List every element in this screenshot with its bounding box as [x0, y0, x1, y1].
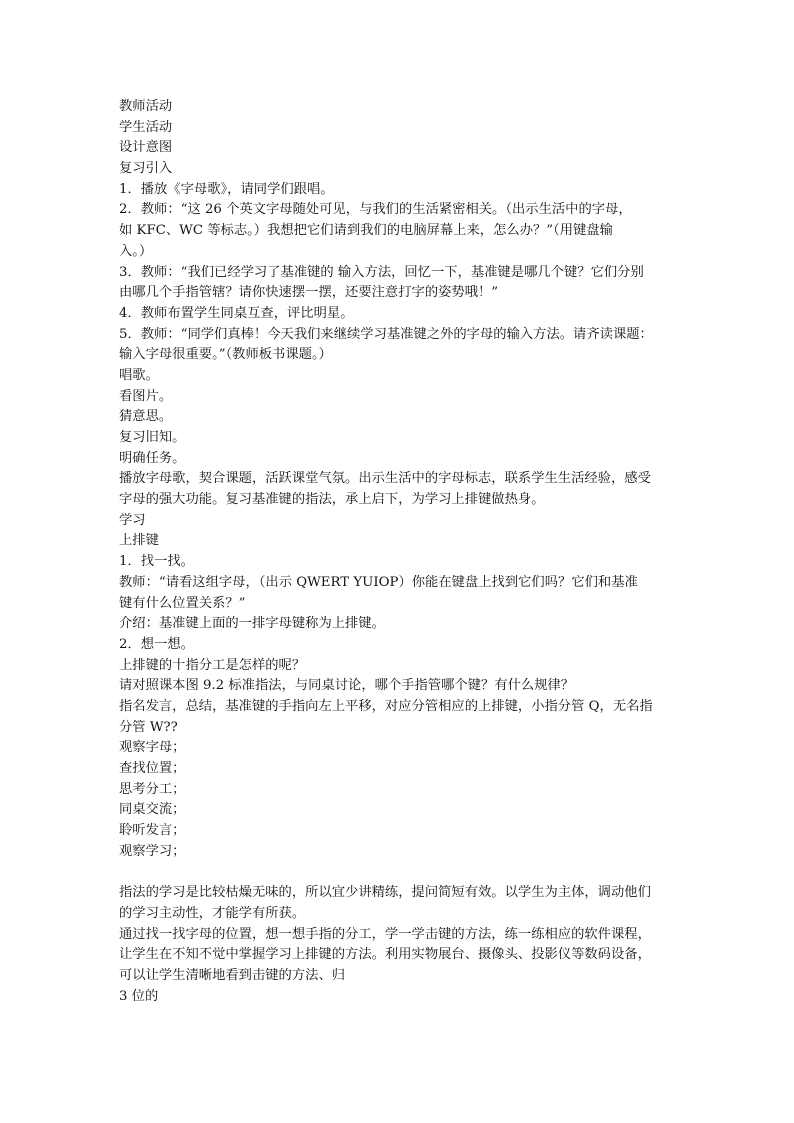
text-line: 播放字母歌，契合课题，活跃课堂气氛。出示生活中的字母标志，联系学生生活经验，感受: [119, 471, 651, 487]
text-line: 复习旧知。: [119, 430, 186, 445]
document-body: [119, 97, 679, 1007]
text-line: 分管 W??: [119, 719, 178, 735]
text-line: 唱歌。: [119, 367, 159, 383]
text-line: 3．教师：“我们已经学习了基准键的 输入方法，回忆一下，基准键是哪几个键？它们分别: [119, 264, 644, 280]
text-line: 1．找一找。: [119, 554, 194, 570]
text-line: 让学生在不知不觉中掌握学习上排键的方法。利用实物展台、摄像头、投影仪等数码设备，: [119, 947, 651, 963]
text-line: 2．教师：“这 26 个英文字母随处可见，与我们的生活紧密相关。（出示生活中的字母，: [119, 202, 632, 218]
text-line: 学习: [119, 512, 146, 528]
text-line: 猜意思。: [119, 409, 173, 425]
text-line: 上排键的十指分工是怎样的呢？: [119, 657, 306, 673]
text-line: 可以让学生清晰地看到击键的方法、归: [119, 967, 346, 983]
text-line: 学生活动: [119, 119, 173, 135]
text-line: 1．播放《字母歌》，请同学们跟唱。: [119, 181, 334, 197]
text-line: 请对照课本图 9.2 标准指法，与同桌讨论，哪个手指管哪个键？有什么规律？: [119, 678, 575, 694]
text-line: 介绍：基准键上面的一排字母键称为上排键。: [119, 616, 385, 632]
text-line: 设计意图: [119, 140, 173, 156]
text-line: 观察学习；: [119, 843, 186, 859]
text-line: 4．教师布置学生同桌互查，评比明星。: [119, 305, 354, 321]
blank-line: [119, 862, 679, 883]
text-line: 字母的强大功能。复习基准键的指法，承上启下，为学习上排键做热身。: [119, 492, 545, 508]
text-line: 输入字母很重要。”（教师板书课题。）: [119, 347, 332, 363]
text-line: 看图片。: [119, 388, 173, 404]
text-line: 5．教师：“同学们真棒！今天我们来继续学习基准键之外的字母的输入方法。请齐读课题：: [119, 326, 653, 342]
text-line: 键有什么位置关系？”: [119, 595, 246, 611]
text-line: 3 位的: [119, 988, 159, 1004]
text-line: 思考分工；: [119, 781, 186, 797]
text-line: 的学习主动性，才能学有所获。: [119, 905, 306, 921]
text-line: 同桌交流；: [119, 802, 186, 818]
text-line: 教师活动: [119, 99, 173, 114]
text-line: 复习引入: [119, 161, 173, 177]
text-line: 入。）: [119, 243, 153, 259]
text-line: 聆听发言；: [119, 823, 186, 839]
text-line: 如 KFC、WC 等标志。）我想把它们请到我们的电脑屏幕上来，怎么办？”（用键盘输: [119, 223, 613, 239]
text-line: 观察字母；: [119, 740, 186, 756]
text-line: 由哪几个手指管辖？请你快速摆一摆，还要注意打字的姿势哦！”: [119, 285, 499, 301]
text-line: 通过找一找字母的位置，想一想手指的分工，学一学击键的方法，练一练相应的软件课程，: [119, 926, 651, 942]
text-line: 明确任务。: [119, 450, 186, 466]
text-line: 2．想一想。: [119, 636, 194, 652]
text-line: 上排键: [119, 533, 159, 549]
text-line: 指法的学习是比较枯燥无味的，所以宜少讲精练，提问简短有效。以学生为主体，调动他们: [119, 885, 651, 901]
text-line: 教师：“请看这组字母，（出示 QWERT YUIOP）你能在键盘上找到它们吗？它们和基准: [119, 574, 638, 590]
text-line: 查找位置；: [119, 761, 186, 776]
text-line: 指名发言，总结，基准键的手指向左上平移，对应分管相应的上排键，小指分管 Q，无名指: [119, 698, 653, 714]
